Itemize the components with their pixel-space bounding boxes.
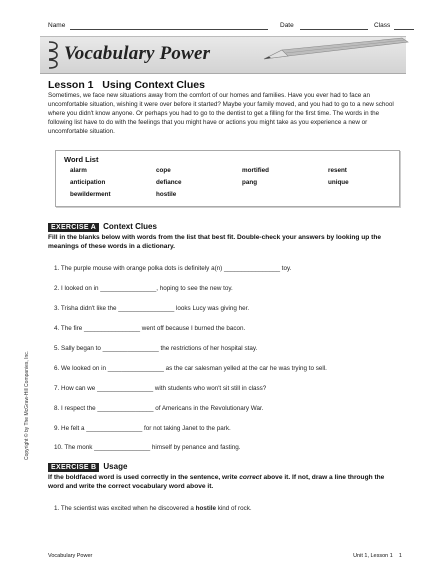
exercise-a-item (54, 345, 257, 352)
instructions-text: If the boldfaced word is used correctly in the sentence, write (48, 474, 240, 481)
item-number: 3. (54, 305, 60, 312)
exercise-a-item (54, 405, 263, 412)
word-list-item: hostile (156, 191, 177, 198)
item-number: 9. (54, 425, 60, 432)
exercise-a-item (54, 325, 245, 332)
word-list-item: resent (328, 167, 347, 174)
word-list-item: bewilderment (70, 191, 111, 198)
item-number: 10. (54, 444, 63, 451)
pencil-icon (262, 34, 412, 64)
exercise-a-item (54, 285, 233, 292)
word-list-item: defiance (156, 179, 182, 186)
vocabulary-power-banner (40, 36, 406, 74)
item-number: 6. (54, 365, 60, 372)
banner-title: Vocabulary Power (64, 43, 211, 64)
item-number: 2. (54, 285, 60, 292)
instructions-emphasis: correct (239, 474, 262, 481)
spiral-binding-icon (46, 38, 60, 72)
boldfaced-word: hostile (195, 505, 216, 512)
item-number: 4. (54, 325, 60, 332)
exercise-a-item (54, 425, 231, 432)
item-text: The monk ________________ himself by penance and fasting. (64, 444, 241, 451)
exercise-a-item (54, 385, 266, 392)
header-row (48, 22, 398, 34)
exercise-b-instructions (48, 474, 398, 491)
exercise-b-item (54, 505, 252, 512)
footer-right: Unit 1, Lesson 1 1 (353, 553, 402, 559)
word-list-item: unique (328, 179, 349, 186)
word-list-item: alarm (70, 167, 87, 174)
item-text: Sally began to ________________ the restrictions of her hospital stay. (61, 345, 258, 352)
item-text: He felt a ________________ for not taking Janet to the park. (61, 425, 231, 432)
exercise-a-badge: EXERCISE A (48, 223, 99, 232)
lesson-title: Lesson 1 Using Context Clues (48, 79, 205, 91)
word-list-item: anticipation (70, 179, 106, 186)
item-text: The fire ________________ went off because I burned the bacon. (60, 325, 246, 332)
item-text: I respect the ________________ of Americans in the Revolutionary War. (61, 405, 264, 412)
item-text: The purple mouse with orange polka dots is definitely a(n) ________________ toy. (60, 265, 292, 272)
date-label: Date (280, 22, 294, 29)
word-list-item: cope (156, 167, 171, 174)
item-text: How can we ________________ with students who won't sit still in class? (61, 385, 267, 392)
item-text: kind of rock. (215, 505, 252, 512)
class-label: Class (374, 22, 391, 29)
exercise-a-item (54, 365, 327, 372)
item-number: 5. (54, 345, 60, 352)
exercise-a-heading (48, 222, 157, 232)
exercise-b-badge: EXERCISE B (48, 463, 99, 472)
word-list-item: mortified (242, 167, 269, 174)
copyright-notice: Copyright © by The McGraw-Hill Companies, Inc. (24, 350, 30, 460)
class-line (394, 29, 414, 30)
exercise-a-item (54, 265, 291, 272)
item-number: 1. (54, 505, 60, 512)
exercise-a-instructions: Fill in the blanks below with words from the list that best fit. Double-check your answers by looking up the meanings of these words in a dictionary. (48, 234, 382, 250)
item-number: 1. (54, 265, 60, 272)
item-text: I looked on in ________________, hoping to see the new toy. (61, 285, 233, 292)
exercise-b-heading (48, 462, 127, 472)
item-text: The scientist was excited when he discovered a (60, 505, 196, 512)
lesson-intro: Sometimes, we face new situations away from the comfort of our homes and families. Have you ever had to face an uncomfortable situation, wishing it were over before it started? Maybe your family moved, and you had to go to a new school where you didn't know anyone. Or perhaps you had to go to the dentist to get a filling for the first time. The words in the following list have to do with the feelings that you might have or actions you might take as you experience a new or uncomfortable situation. (48, 92, 394, 135)
word-list-item: pang (242, 179, 258, 186)
item-number: 8. (54, 405, 60, 412)
date-line (300, 29, 368, 30)
item-number: 7. (54, 385, 60, 392)
word-list-box (55, 150, 400, 207)
word-list-title: Word List (64, 155, 99, 164)
name-label: Name (48, 22, 66, 29)
item-text: Trisha didn't like the ________________ looks Lucy was giving her. (60, 305, 250, 312)
exercise-a-title: Context Clues (103, 222, 157, 231)
exercise-b-title: Usage (103, 462, 128, 471)
exercise-a-item (54, 444, 241, 451)
footer-left: Vocabulary Power (48, 553, 93, 559)
item-text: We looked on in ________________ as the car salesman yelled at the car he was trying to sell. (61, 365, 327, 372)
exercise-a-item (54, 305, 249, 312)
name-line (70, 29, 268, 30)
instructions-text: above it. If not, draw a line through the word and write the correct vocabulary word above it. (48, 474, 385, 490)
